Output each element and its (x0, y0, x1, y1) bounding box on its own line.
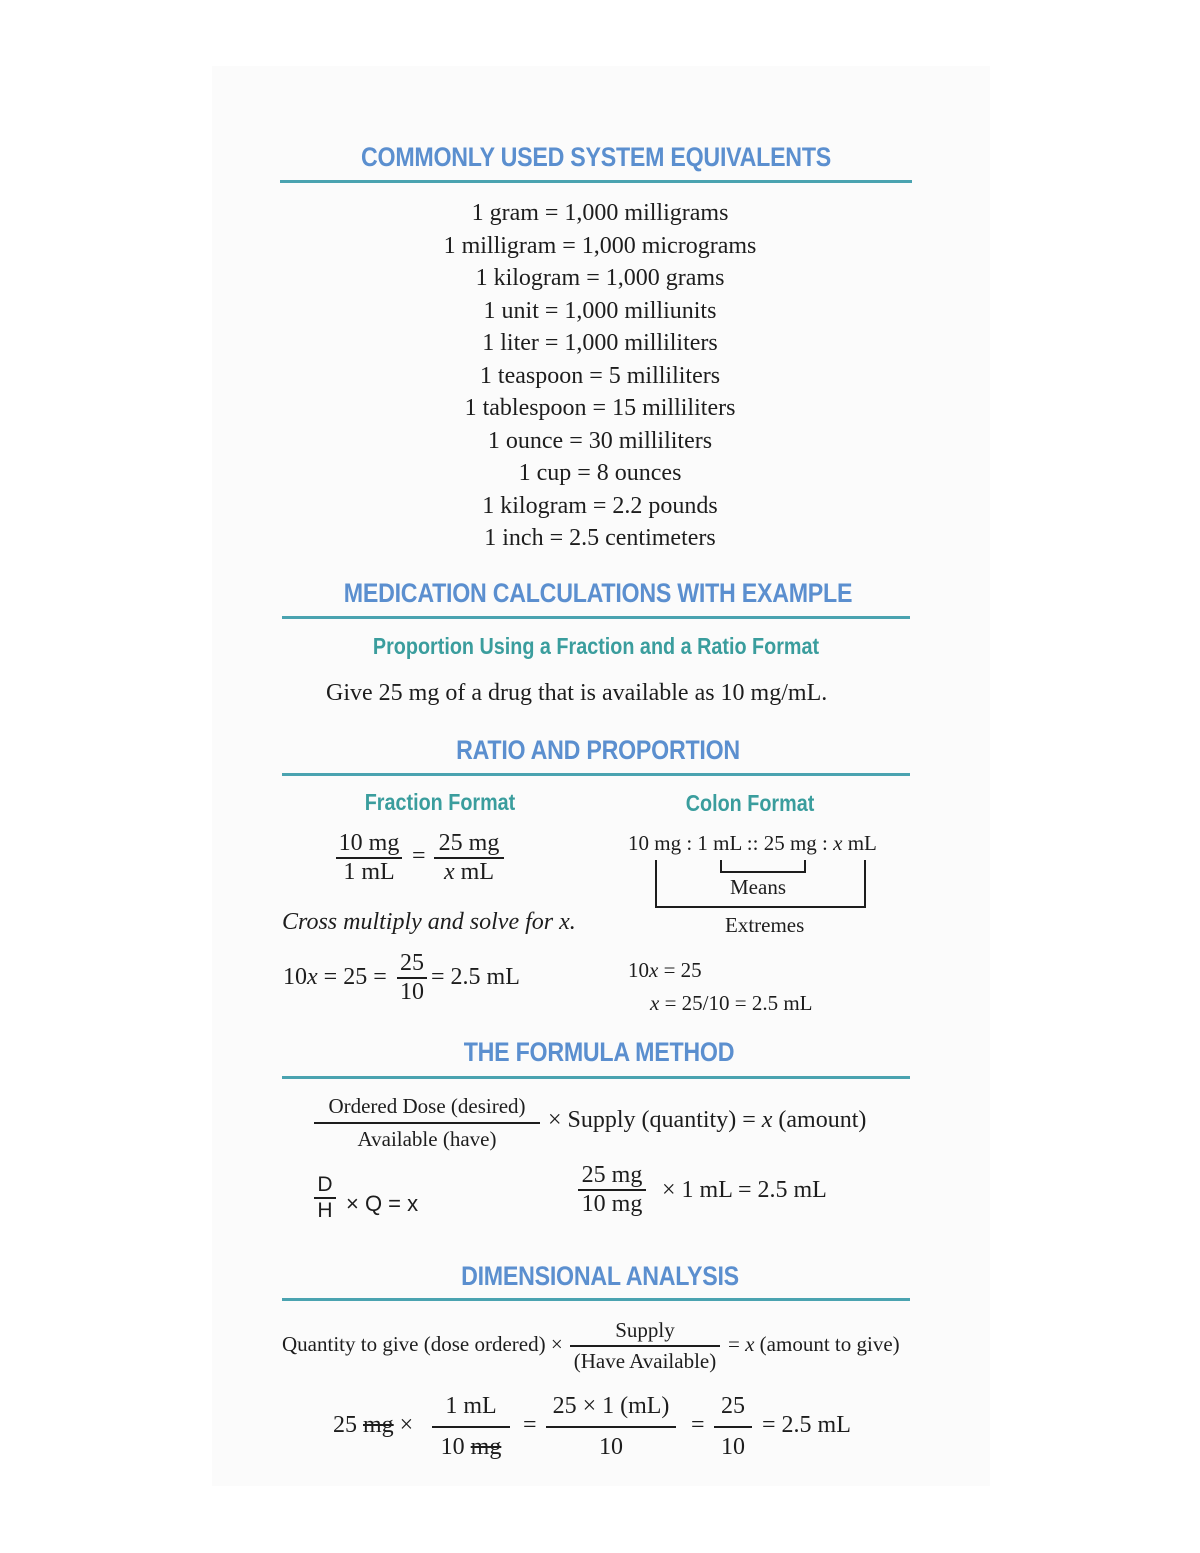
colon-solve-line-2: x = 25/10 = 2.5 mL (650, 991, 813, 1015)
extremes-bracket (655, 860, 657, 908)
fraction-left (336, 830, 402, 886)
dhq-rest: × Q = x (346, 1191, 419, 1216)
dimensional-rule (282, 1298, 910, 1301)
formula-example-fraction (578, 1162, 646, 1218)
medcalc-title: MEDICATION CALCULATIONS WITH EXAMPLE (343, 578, 853, 608)
colon-format-heading: Colon Format (685, 790, 815, 816)
ratio-rule (282, 773, 910, 776)
example-3-denominator: 10 (721, 1433, 745, 1460)
formula-rest: × Supply (quantity) = x (amount) (548, 1107, 867, 1133)
dh-numerator: D (317, 1173, 333, 1196)
equivalent-item: 1 milligram = 1,000 micrograms (443, 232, 757, 259)
dimensional-example-fraction-2 (546, 1393, 676, 1461)
example-1-numerator: 1 mL (445, 1393, 497, 1419)
dimensional-left: Quantity to give (dose ordered) × (282, 1332, 563, 1356)
dimensional-equals-1: = (523, 1412, 537, 1438)
extremes-bracket (864, 860, 866, 908)
formula-fraction (314, 1094, 540, 1152)
dimensional-denominator: (Have Available) (573, 1348, 717, 1373)
equivalent-item: 1 kilogram = 2.2 pounds (482, 492, 718, 519)
extremes-label: Extremes (725, 913, 805, 937)
fraction-bar (546, 1426, 676, 1428)
formula-denominator: Available (have) (357, 1126, 497, 1151)
dh-denominator: H (317, 1198, 333, 1222)
solve-frac-denominator: 10 (400, 978, 424, 1005)
example-1-denominator: 10 mg (440, 1433, 502, 1460)
colon-solve-line-1: 10x = 25 (628, 958, 702, 982)
extremes-bracket (655, 906, 866, 908)
fraction-solve-frac (397, 950, 427, 1006)
cross-multiply-text: Cross multiply and solve for x. (282, 909, 576, 935)
dimensional-fraction (570, 1318, 720, 1374)
dimensional-example-fraction-3 (714, 1393, 752, 1461)
equivalent-item: 1 tablespoon = 15 milliliters (464, 395, 736, 421)
dimensional-equals-2: = (691, 1412, 705, 1438)
fraction-bar (570, 1345, 720, 1347)
fraction-solve-right: = 2.5 mL (431, 964, 520, 990)
equivalent-item: 1 teaspoon = 5 milliliters (479, 362, 721, 389)
colon-expression: 10 mg : 1 mL :: 25 mg : x mL (628, 831, 877, 855)
equivalent-item: 1 inch = 2.5 centimeters (484, 525, 716, 551)
formula-numerator: Ordered Dose (desired) (328, 1094, 526, 1118)
means-bracket (804, 860, 806, 872)
fraction-format-heading: Fraction Format (364, 789, 516, 815)
fraction-right (434, 830, 504, 886)
means-label: Means (730, 875, 786, 899)
dimensional-numerator: Supply (615, 1318, 675, 1342)
medcalc-rule (282, 616, 910, 619)
example-3-numerator: 25 (721, 1393, 745, 1419)
solve-frac-numerator: 25 (400, 950, 424, 976)
formula-rule (282, 1076, 910, 1079)
fraction-right-numerator: 25 mg (438, 830, 500, 856)
medcalc-example: Give 25 mg of a drug that is available as 10 mg/mL. (326, 680, 828, 706)
equivalent-item: 1 ounce = 30 milliliters (487, 427, 713, 454)
formula-example-denominator: 10 mg (581, 1190, 643, 1217)
dimensional-title: DIMENSIONAL ANALYSIS (461, 1261, 739, 1291)
equivalent-item: 1 gram = 1,000 milligrams (471, 200, 729, 226)
formula-example-rest: × 1 mL = 2.5 mL (662, 1177, 827, 1203)
medcalc-subtitle: Proportion Using a Fraction and a Ratio Format (372, 633, 820, 659)
formula-title: THE FORMULA METHOD (463, 1037, 735, 1067)
equivalent-item: 1 liter = 1,000 milliliters (482, 330, 718, 356)
dimensional-result: = 2.5 mL (762, 1412, 851, 1438)
means-bracket (720, 871, 806, 873)
equivalent-item: 1 kilogram = 1,000 grams (475, 265, 725, 291)
example-2-numerator: 25 × 1 (mL) (552, 1393, 670, 1419)
equivalents-rule (280, 180, 912, 183)
fraction-right-denominator: x mL (444, 858, 494, 885)
example-2-denominator: 10 (599, 1433, 623, 1460)
fraction-bar (314, 1122, 540, 1124)
dh-fraction (314, 1173, 336, 1223)
fraction-bar (432, 1426, 510, 1428)
fraction-bar (714, 1426, 752, 1428)
fraction-left-numerator: 10 mg (338, 830, 400, 856)
dimensional-example-fraction-1 (432, 1393, 510, 1461)
fraction-equals: = (412, 843, 426, 869)
formula-example-numerator: 25 mg (581, 1162, 643, 1188)
dimensional-example-start: 25 mg × (333, 1412, 414, 1438)
fraction-left-denominator: 1 mL (343, 858, 395, 885)
dimensional-right: = x (amount to give) (728, 1332, 900, 1356)
equivalent-item: 1 unit = 1,000 milliunits (483, 297, 717, 324)
equivalent-item: 1 cup = 8 ounces (518, 460, 682, 486)
equivalents-title: COMMONLY USED SYSTEM EQUIVALENTS (361, 142, 831, 172)
fraction-solve-left: 10x = 25 = (283, 964, 387, 990)
ratio-title: RATIO AND PROPORTION (456, 735, 740, 765)
